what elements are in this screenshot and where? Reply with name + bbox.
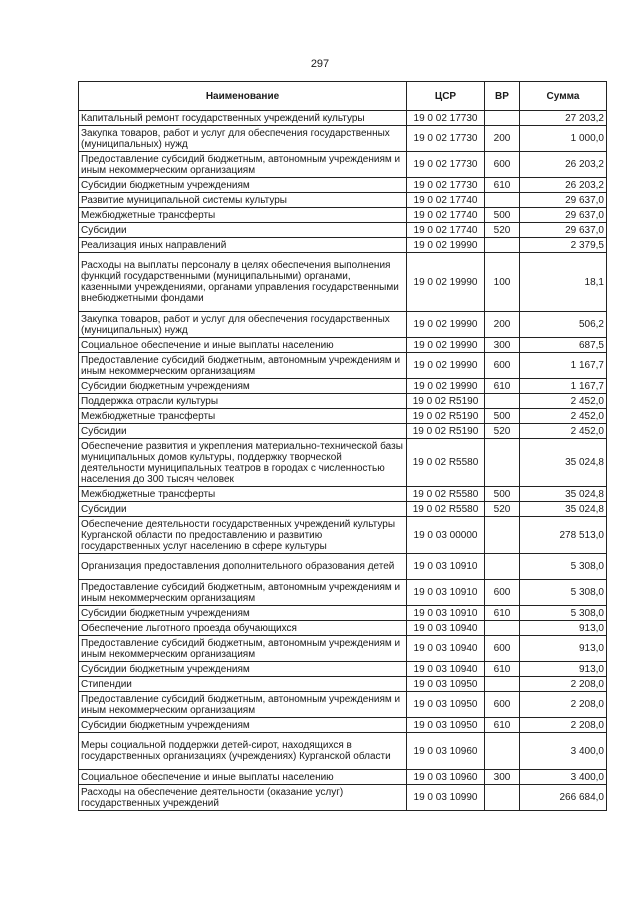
table-header-row: [79, 82, 607, 111]
row-vr: [485, 785, 520, 811]
row-name: Субсидии бюджетным учреждениям: [79, 662, 407, 677]
row-sum: 2 208,0: [520, 692, 607, 718]
table-row: [79, 208, 607, 223]
row-csr: 19 0 02 19990: [407, 379, 485, 394]
row-name: Реализация иных направлений: [79, 238, 407, 253]
row-vr: [485, 111, 520, 126]
row-vr: 610: [485, 379, 520, 394]
row-vr: 520: [485, 424, 520, 439]
row-name: Предоставление субсидий бюджетным, автономным учреждениям и иным некоммерческим организациям: [79, 636, 407, 662]
row-csr: 19 0 03 10960: [407, 733, 485, 770]
row-csr: 19 0 02 R5580: [407, 502, 485, 517]
row-csr: 19 0 02 17730: [407, 126, 485, 152]
row-sum: 18,1: [520, 253, 607, 312]
row-vr: 300: [485, 338, 520, 353]
row-vr: [485, 554, 520, 580]
row-name: Меры социальной поддержки детей-сирот, находящихся в государственных организациях (учреждениях) Курганской области: [79, 733, 407, 770]
row-vr: [485, 621, 520, 636]
row-name: Субсидии: [79, 424, 407, 439]
row-name: Межбюджетные трансферты: [79, 409, 407, 424]
header-vr: ВР: [485, 82, 520, 111]
row-name: Обеспечение развития и укрепления материально-технической базы муниципальных домов культуры, поддержку творческой деятельности муниципальных театров в городах с численностью населения до 300 тысяч человек: [79, 439, 407, 487]
table-row: [79, 770, 607, 785]
row-csr: 19 0 02 R5190: [407, 394, 485, 409]
row-sum: 278 513,0: [520, 517, 607, 554]
row-sum: 2 208,0: [520, 718, 607, 733]
row-csr: 19 0 03 10910: [407, 580, 485, 606]
row-vr: [485, 733, 520, 770]
row-name: Капитальный ремонт государственных учреждений культуры: [79, 111, 407, 126]
table-row: [79, 111, 607, 126]
row-vr: 610: [485, 718, 520, 733]
row-sum: 26 203,2: [520, 178, 607, 193]
row-sum: 5 308,0: [520, 554, 607, 580]
row-vr: 500: [485, 487, 520, 502]
table-row: [79, 353, 607, 379]
row-sum: 26 203,2: [520, 152, 607, 178]
row-name: Стипендии: [79, 677, 407, 692]
row-csr: 19 0 02 R5580: [407, 487, 485, 502]
row-name: Субсидии бюджетным учреждениям: [79, 718, 407, 733]
row-csr: 19 0 03 10940: [407, 621, 485, 636]
row-vr: 600: [485, 636, 520, 662]
header-csr: ЦСР: [407, 82, 485, 111]
row-sum: 2 452,0: [520, 394, 607, 409]
budget-table: [78, 81, 607, 811]
row-name: Субсидии бюджетным учреждениям: [79, 379, 407, 394]
row-name: Предоставление субсидий бюджетным, автономным учреждениям и иным некоммерческим организациям: [79, 152, 407, 178]
row-vr: 500: [485, 208, 520, 223]
table-row: [79, 662, 607, 677]
row-name: Предоставление субсидий бюджетным, автономным учреждениям и иным некоммерческим организациям: [79, 353, 407, 379]
row-vr: 600: [485, 152, 520, 178]
row-sum: 5 308,0: [520, 580, 607, 606]
row-name: Развитие муниципальной системы культуры: [79, 193, 407, 208]
table-row: [79, 338, 607, 353]
row-sum: 913,0: [520, 662, 607, 677]
row-sum: 3 400,0: [520, 770, 607, 785]
row-vr: 600: [485, 353, 520, 379]
row-csr: 19 0 03 10910: [407, 606, 485, 621]
table-row: [79, 718, 607, 733]
table-row: [79, 253, 607, 312]
row-csr: 19 0 02 R5190: [407, 409, 485, 424]
row-csr: 19 0 03 10910: [407, 554, 485, 580]
row-name: Обеспечение деятельности государственных учреждений культуры Курганской области по предоставлению и развитию государственных услуг населению в сфере культуры: [79, 517, 407, 554]
row-sum: 2 452,0: [520, 424, 607, 439]
row-csr: 19 0 03 10940: [407, 662, 485, 677]
table-row: [79, 606, 607, 621]
row-sum: 687,5: [520, 338, 607, 353]
row-vr: 500: [485, 409, 520, 424]
row-csr: 19 0 02 17730: [407, 152, 485, 178]
row-csr: 19 0 03 10940: [407, 636, 485, 662]
table-row: [79, 126, 607, 152]
row-csr: 19 0 02 19990: [407, 312, 485, 338]
table-row: [79, 554, 607, 580]
row-csr: 19 0 03 10950: [407, 718, 485, 733]
row-vr: 200: [485, 312, 520, 338]
row-csr: 19 0 02 R5580: [407, 439, 485, 487]
row-sum: 2 379,5: [520, 238, 607, 253]
row-vr: 100: [485, 253, 520, 312]
table-row: [79, 733, 607, 770]
header-name: Наименование: [79, 82, 407, 111]
row-vr: 200: [485, 126, 520, 152]
row-sum: 266 684,0: [520, 785, 607, 811]
row-vr: [485, 394, 520, 409]
row-sum: 35 024,8: [520, 502, 607, 517]
table-row: [79, 409, 607, 424]
row-vr: 610: [485, 606, 520, 621]
row-vr: 520: [485, 502, 520, 517]
row-sum: 29 637,0: [520, 208, 607, 223]
table-body: [79, 111, 607, 811]
row-name: Субсидии: [79, 223, 407, 238]
row-csr: 19 0 03 10960: [407, 770, 485, 785]
row-sum: 506,2: [520, 312, 607, 338]
table-row: [79, 312, 607, 338]
row-csr: 19 0 03 10950: [407, 692, 485, 718]
table-row: [79, 152, 607, 178]
row-sum: 913,0: [520, 621, 607, 636]
table-row: [79, 487, 607, 502]
table-row: [79, 193, 607, 208]
row-name: Предоставление субсидий бюджетным, автономным учреждениям и иным некоммерческим организациям: [79, 580, 407, 606]
row-csr: 19 0 02 19990: [407, 238, 485, 253]
row-name: Субсидии бюджетным учреждениям: [79, 606, 407, 621]
row-vr: 600: [485, 580, 520, 606]
table-row: [79, 636, 607, 662]
row-sum: 1 167,7: [520, 379, 607, 394]
row-name: Закупка товаров, работ и услуг для обеспечения государственных (муниципальных) нужд: [79, 312, 407, 338]
header-sum: Сумма: [520, 82, 607, 111]
row-name: Предоставление субсидий бюджетным, автономным учреждениям и иным некоммерческим организациям: [79, 692, 407, 718]
table-row: [79, 785, 607, 811]
row-name: Обеспечение льготного проезда обучающихся: [79, 621, 407, 636]
row-sum: 29 637,0: [520, 223, 607, 238]
row-vr: [485, 193, 520, 208]
row-name: Межбюджетные трансферты: [79, 487, 407, 502]
table-row: [79, 677, 607, 692]
row-sum: 2 452,0: [520, 409, 607, 424]
row-vr: 520: [485, 223, 520, 238]
row-sum: 27 203,2: [520, 111, 607, 126]
row-sum: 5 308,0: [520, 606, 607, 621]
row-name: Расходы на обеспечение деятельности (оказание услуг) государственных учреждений: [79, 785, 407, 811]
row-sum: 35 024,8: [520, 487, 607, 502]
row-vr: 610: [485, 662, 520, 677]
row-sum: 35 024,8: [520, 439, 607, 487]
row-name: Расходы на выплаты персоналу в целях обеспечения выполнения функций государственными (муниципальными) органами, казенными учреждениями, органами управления государственными внебюджетными фондами: [79, 253, 407, 312]
row-csr: 19 0 02 19990: [407, 253, 485, 312]
table-row: [79, 379, 607, 394]
row-csr: 19 0 02 19990: [407, 338, 485, 353]
row-name: Социальное обеспечение и иные выплаты населению: [79, 770, 407, 785]
table-row: [79, 439, 607, 487]
row-vr: [485, 517, 520, 554]
row-name: Организация предоставления дополнительного образования детей: [79, 554, 407, 580]
row-sum: 29 637,0: [520, 193, 607, 208]
row-csr: 19 0 03 00000: [407, 517, 485, 554]
row-csr: 19 0 02 17740: [407, 193, 485, 208]
page-number: 297: [310, 58, 330, 70]
row-csr: 19 0 02 17730: [407, 111, 485, 126]
row-vr: 610: [485, 178, 520, 193]
row-name: Социальное обеспечение и иные выплаты населению: [79, 338, 407, 353]
row-vr: 600: [485, 692, 520, 718]
table-row: [79, 424, 607, 439]
row-csr: 19 0 02 R5190: [407, 424, 485, 439]
row-csr: 19 0 02 19990: [407, 353, 485, 379]
row-vr: [485, 439, 520, 487]
table-row: [79, 394, 607, 409]
table-row: [79, 238, 607, 253]
table-row: [79, 223, 607, 238]
row-sum: 2 208,0: [520, 677, 607, 692]
row-name: Субсидии: [79, 502, 407, 517]
table-row: [79, 580, 607, 606]
table-row: [79, 178, 607, 193]
row-sum: 1 167,7: [520, 353, 607, 379]
row-sum: 913,0: [520, 636, 607, 662]
row-name: Субсидии бюджетным учреждениям: [79, 178, 407, 193]
row-name: Поддержка отрасли культуры: [79, 394, 407, 409]
row-vr: 300: [485, 770, 520, 785]
table-row: [79, 502, 607, 517]
table-row: [79, 692, 607, 718]
row-name: Межбюджетные трансферты: [79, 208, 407, 223]
row-sum: 3 400,0: [520, 733, 607, 770]
row-vr: [485, 677, 520, 692]
row-csr: 19 0 02 17740: [407, 223, 485, 238]
table-row: [79, 621, 607, 636]
row-csr: 19 0 02 17740: [407, 208, 485, 223]
row-csr: 19 0 03 10950: [407, 677, 485, 692]
row-vr: [485, 238, 520, 253]
row-csr: 19 0 02 17730: [407, 178, 485, 193]
row-name: Закупка товаров, работ и услуг для обеспечения государственных (муниципальных) нужд: [79, 126, 407, 152]
table-row: [79, 517, 607, 554]
row-csr: 19 0 03 10990: [407, 785, 485, 811]
row-sum: 1 000,0: [520, 126, 607, 152]
